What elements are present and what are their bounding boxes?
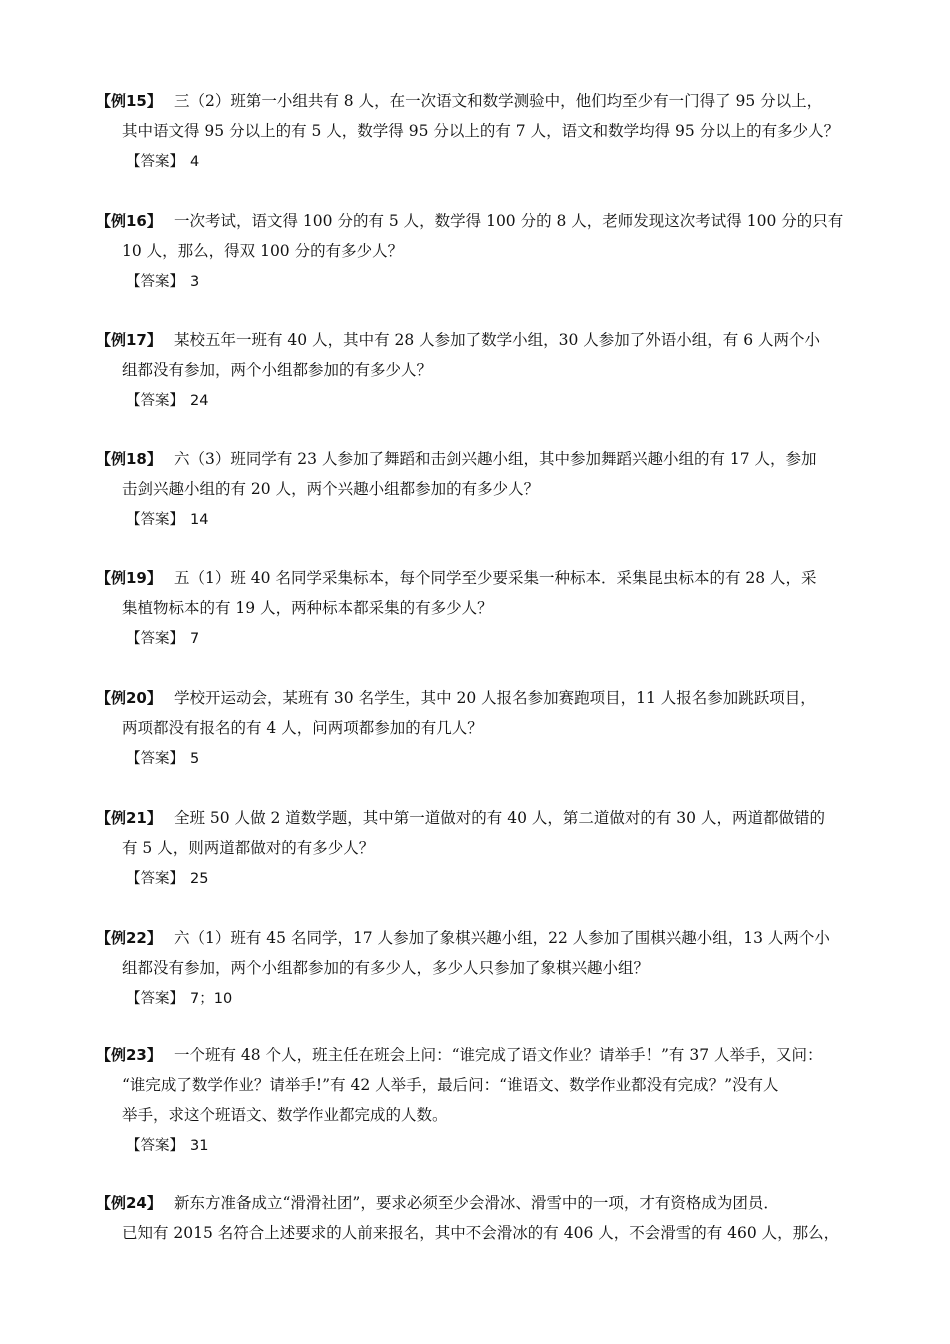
answer-label: 【答案】 [126, 751, 184, 767]
problem-text-line: 三（2）班第一小组共有 8 人，在一次语文和数学测验中，他们均至少有一门得了 95 分以上， [174, 92, 823, 110]
answer-value: 7 [190, 631, 200, 647]
problem-18 [96, 444, 866, 535]
problem-text-line: 其中语文得 95 分以上的有 5 人，数学得 95 分以上的有 7 人，语文和数学均得 95 分以上的有多少人？ [122, 122, 840, 140]
answer-label: 【答案】 [126, 274, 184, 290]
problem-text-line: 有 5 人，则两道都做对的有多少人？ [122, 839, 375, 857]
problem-17 [96, 325, 866, 416]
answer-label: 【答案】 [126, 512, 184, 528]
answer [96, 623, 866, 654]
answer [96, 504, 866, 535]
problem-label: 【例23】 [96, 1046, 162, 1064]
problem-text-line: 新东方准备成立“滑滑社团”，要求必须至少会滑冰、滑雪中的一项，才有资格成为团员． [174, 1194, 779, 1212]
problem-text-line: 两项都没有报名的有 4 人，问两项都参加的有几人？ [122, 719, 483, 737]
answer-value: 7；10 [190, 991, 233, 1007]
answer [96, 983, 866, 1014]
answer-value: 4 [190, 154, 200, 170]
answer-label: 【答案】 [126, 631, 184, 647]
answer [96, 266, 866, 297]
problem-text-line: 五（1）班 40 名同学采集标本，每个同学至少要采集一种标本．采集昆虫标本的有 28 人，采 [174, 569, 817, 587]
answer-label: 【答案】 [126, 871, 184, 887]
answer-value: 14 [190, 512, 209, 528]
problem-24 [96, 1188, 866, 1248]
problem-text-line: 10 人，那么，得双 100 分的有多少人？ [122, 242, 404, 260]
problem-text-line: 六（1）班有 45 名同学，17 人参加了象棋兴趣小组，22 人参加了围棋兴趣小组，13 人两个小 [174, 929, 830, 947]
problem-19 [96, 563, 866, 654]
problem-text-line: “谁完成了数学作业？请举手!”有 42 人举手，最后问：“谁语文、数学作业都没有完成？”没有人 [122, 1076, 779, 1094]
answer [96, 1130, 866, 1161]
answer [96, 863, 866, 894]
problem-text-line: 组都没有参加，两个小组都参加的有多少人？ [122, 361, 433, 379]
answer [96, 743, 866, 774]
problem-text-line: 集植物标本的有 19 人，两种标本都采集的有多少人？ [122, 599, 493, 617]
problem-23 [96, 1040, 866, 1161]
problem-20 [96, 683, 866, 774]
problem-text-line: 击剑兴趣小组的有 20 人，两个兴趣小组都参加的有多少人？ [122, 480, 540, 498]
answer-value: 5 [190, 751, 200, 767]
answer-value: 24 [190, 393, 209, 409]
answer [96, 146, 866, 177]
problem-21 [96, 803, 866, 894]
problem-text-line: 学校开运动会，某班有 30 名学生，其中 20 人报名参加赛跑项目，11 人报名参加跳跃项目， [174, 689, 816, 707]
problem-label: 【例21】 [96, 809, 162, 827]
problem-label: 【例24】 [96, 1194, 162, 1212]
problem-label: 【例16】 [96, 212, 162, 230]
answer-label: 【答案】 [126, 154, 184, 170]
problem-label: 【例22】 [96, 929, 162, 947]
answer [96, 385, 866, 416]
problem-text-line: 已知有 2015 名符合上述要求的人前来报名，其中不会滑冰的有 406 人，不会滑雪的有 460 人，那么， [122, 1224, 840, 1242]
answer-value: 3 [190, 274, 200, 290]
answer-label: 【答案】 [126, 1138, 184, 1154]
answer-value: 31 [190, 1138, 209, 1154]
problem-label: 【例15】 [96, 92, 162, 110]
answer-label: 【答案】 [126, 393, 184, 409]
problem-16 [96, 206, 866, 297]
problem-15 [96, 86, 866, 177]
problem-label: 【例17】 [96, 331, 162, 349]
answer-value: 25 [190, 871, 209, 887]
problem-text-line: 六（3）班同学有 23 人参加了舞蹈和击剑兴趣小组，其中参加舞蹈兴趣小组的有 17 人，参加 [174, 450, 817, 468]
problem-label: 【例20】 [96, 689, 162, 707]
problem-label: 【例19】 [96, 569, 162, 587]
problem-text-line: 组都没有参加，两个小组都参加的有多少人，多少人只参加了象棋兴趣小组？ [122, 959, 650, 977]
problem-text-line: 一个班有 48 个人，班主任在班会上问：“谁完成了语文作业？请举手！”有 37 人举手，又问： [174, 1046, 823, 1064]
problem-22 [96, 923, 866, 1014]
problem-text-line: 举手，求这个班语文、数学作业都完成的人数。 [122, 1106, 448, 1124]
problem-text-line: 一次考试，语文得 100 分的有 5 人，数学得 100 分的 8 人，老师发现这次考试得 100 分的只有 [174, 212, 844, 230]
problem-text-line: 全班 50 人做 2 道数学题，其中第一道做对的有 40 人，第二道做对的有 30 人，两道都做错的 [174, 809, 825, 827]
problem-label: 【例18】 [96, 450, 162, 468]
problem-text-line: 某校五年一班有 40 人，其中有 28 人参加了数学小组，30 人参加了外语小组，有 6 人两个小 [174, 331, 821, 349]
answer-label: 【答案】 [126, 991, 184, 1007]
